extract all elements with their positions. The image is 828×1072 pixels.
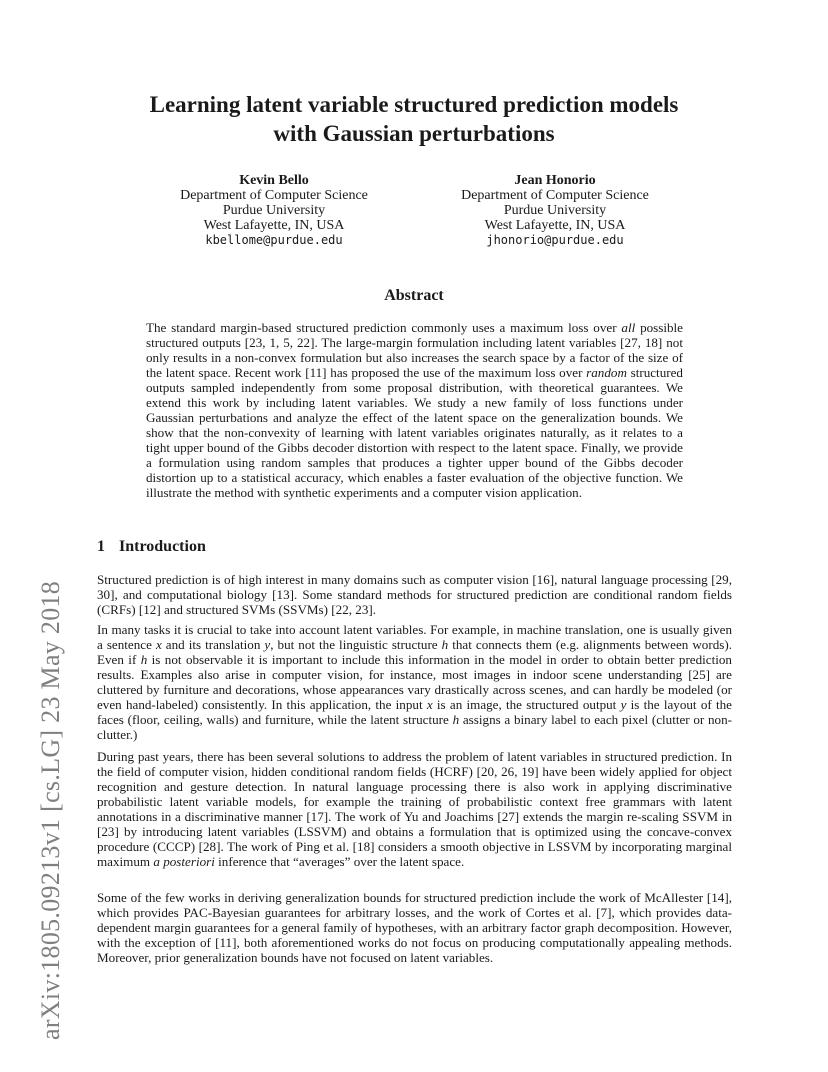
text: In many tasks it is crucial to take into account latent variables. For example, in machine translation, one is usually given a sentence <box>97 622 732 652</box>
text: considers a smooth objective in LSSVM by incorporating marginal maximum <box>97 839 732 869</box>
citation-link[interactable]: [23, 1, 5, 22] <box>244 335 315 350</box>
section-heading <box>97 538 206 556</box>
text: by introducing latent variables (LSSVM) and obtains a formulation that is optimized using the concave-convex procedure (CCCP) <box>97 824 733 854</box>
author-univ: Purdue University <box>222 203 326 218</box>
title-line-1: Learning latent variable structured prediction models <box>149 92 679 117</box>
text: that connects them (e.g. alignments between words). Even if <box>97 637 732 667</box>
text: assigns a binary label to each pixel (clutter or non-clutter.) <box>97 712 732 742</box>
citation-link[interactable]: [20, 26, 19] <box>476 764 539 779</box>
author-name: Jean Honorio <box>514 173 596 188</box>
text: . The work of Yu and Joachims <box>328 809 494 824</box>
text: and structured SVMs (SSVMs) <box>163 602 329 617</box>
math-var: h <box>452 712 460 727</box>
citation-link[interactable]: [22, 23] <box>331 602 373 617</box>
math-var: y <box>620 697 627 712</box>
paper-title <box>90 90 738 148</box>
text: has proposed the use of the maximum loss over <box>330 365 583 380</box>
text-emph: random <box>586 365 627 380</box>
text: inference that “averages” over the latent space. <box>218 854 465 869</box>
text: have been widely applied for object recognition and gesture detection. In natural language processing there is also work in applying discriminative probabilistic latent variable models, for example the training of probabilistic context free grammars with latent annotations in a discriminative manner <box>97 764 732 824</box>
text: is the layout of the faces (floor, ceiling, walls) and furniture, while the latent structure <box>97 697 732 727</box>
math-var: h <box>140 652 148 667</box>
citation-link[interactable]: [7] <box>596 905 612 920</box>
math-var: h <box>441 637 449 652</box>
paragraph-4 <box>97 890 732 965</box>
text: . <box>372 602 377 617</box>
section-title: Introduction <box>119 538 206 555</box>
citation-link[interactable]: [18] <box>352 839 375 854</box>
text: , natural language processing <box>554 572 708 587</box>
author-dept: Department of Computer Science <box>461 188 649 203</box>
text: are cluttered by furniture and decorations, whose appearances vary drastically across scenes, and can hardly be modeled (or even hand-labeled) consistently. In this application, the input <box>97 667 732 712</box>
title-line-2: with Gaussian perturbations <box>273 121 555 146</box>
author-email[interactable]: jhonorio@purdue.edu <box>486 233 624 247</box>
text: , which provides PAC-Bayesian guarantees for arbitrary losses, and the work of Cortes et al. <box>97 890 732 920</box>
paragraph-3 <box>97 749 732 869</box>
arxiv-identifier: arXiv:1805.09213v1 [cs.LG] 23 May 2018 <box>36 580 65 1040</box>
text: . Some standard methods for structured prediction are conditional random fields (CRFs) <box>97 587 732 617</box>
text: Some of the few works in deriving generalization bounds for structured prediction include the work of McAllester <box>97 890 704 905</box>
citation-link[interactable]: [27, 18] <box>620 335 663 350</box>
text: is not observable it is important to include this information in the model in order to obtain better prediction results. Examples also arise in computer vision, for instance, most images in indoor scene understanding <box>97 652 732 682</box>
text: . The large-margin formulation including latent variables <box>314 335 617 350</box>
citation-link[interactable]: [13] <box>272 587 294 602</box>
citation-link[interactable]: [25] <box>688 667 711 682</box>
text: not only results in a non-convex formulation but also increases the search space by a factor of the size of the latent space. Recent work <box>146 335 683 380</box>
text-emph: a posteriori <box>153 854 215 869</box>
math-var: x <box>155 637 162 652</box>
author-univ: Purdue University <box>503 203 607 218</box>
author-email[interactable]: kbellome@purdue.edu <box>205 233 343 247</box>
citation-link[interactable]: [23] <box>97 824 119 839</box>
author-block-2 <box>435 173 675 248</box>
text: possible structured outputs <box>146 320 683 350</box>
abstract-text <box>146 320 683 500</box>
text: , both aforementioned works do not focus on producing computationally appealing methods. Moreover, prior generalization bounds have not focused on latent variables. <box>97 935 733 965</box>
math-var: y <box>264 637 271 652</box>
text: , but not the linguistic structure <box>270 637 438 652</box>
text-emph: all <box>621 320 636 335</box>
paragraph-2 <box>97 622 732 742</box>
math-var: x <box>426 697 433 712</box>
author-name: Kevin Bello <box>239 173 309 188</box>
text: The standard margin-based structured prediction commonly uses a maximum loss over <box>146 320 617 335</box>
author-dept: Department of Computer Science <box>180 188 368 203</box>
text: and its translation <box>165 637 261 652</box>
citation-link[interactable]: [29, 30] <box>97 572 732 602</box>
author-block-1 <box>154 173 394 248</box>
citation-link[interactable]: [27] <box>497 809 520 824</box>
citation-link[interactable]: [16] <box>532 572 555 587</box>
text: . The work of Ping et al. <box>220 839 350 854</box>
text: During past years, there has been several solutions to address the problem of latent variables in structured prediction. In the field of computer vision, hidden conditional random fields (HCRF) <box>97 749 732 779</box>
citation-link[interactable]: [17] <box>306 809 329 824</box>
citation-link[interactable]: [28] <box>198 839 221 854</box>
text: , and computational biology <box>114 587 268 602</box>
citation-link[interactable]: [12] <box>138 602 161 617</box>
paragraph-1 <box>97 572 732 617</box>
text: extends the margin re-scaling SSVM in <box>522 809 733 824</box>
text: structured outputs sampled independently from some proposal distribution, with theoretical guarantees. We extend this work by including latent variables. We study a new family of loss functions under Gaussian perturbations and analyze the effect of the latent space on the generalization bounds. We show that the non-convexity of learning with latent variables originates naturally, as it relates to a tight upper bound of the Gibbs decoder distortion with respect to the latent space. Finally, we provide a formulation using random samples that produces a tighter upper bound of the Gibbs decoder distortion up to a statistical accuracy, which enables a faster evaluation of the objective function. We illustrate the method with synthetic experiments and a computer vision application. <box>146 365 683 500</box>
citation-link[interactable]: [11] <box>305 365 327 380</box>
text: , which provides data-dependent margin guarantees for a general family of hypotheses, with an arbitrary factor graph decomposition. However, with the exception of <box>97 905 732 950</box>
author-location: West Lafayette, IN, USA <box>203 218 345 233</box>
citation-link[interactable]: [11] <box>215 935 237 950</box>
abstract-heading: Abstract <box>384 287 444 304</box>
text: is an image, the structured output <box>436 697 617 712</box>
section-number: 1 <box>97 538 105 555</box>
text: Structured prediction is of high interest in many domains such as computer vision <box>97 572 529 587</box>
citation-link[interactable]: [14] <box>706 890 729 905</box>
author-location: West Lafayette, IN, USA <box>484 218 626 233</box>
